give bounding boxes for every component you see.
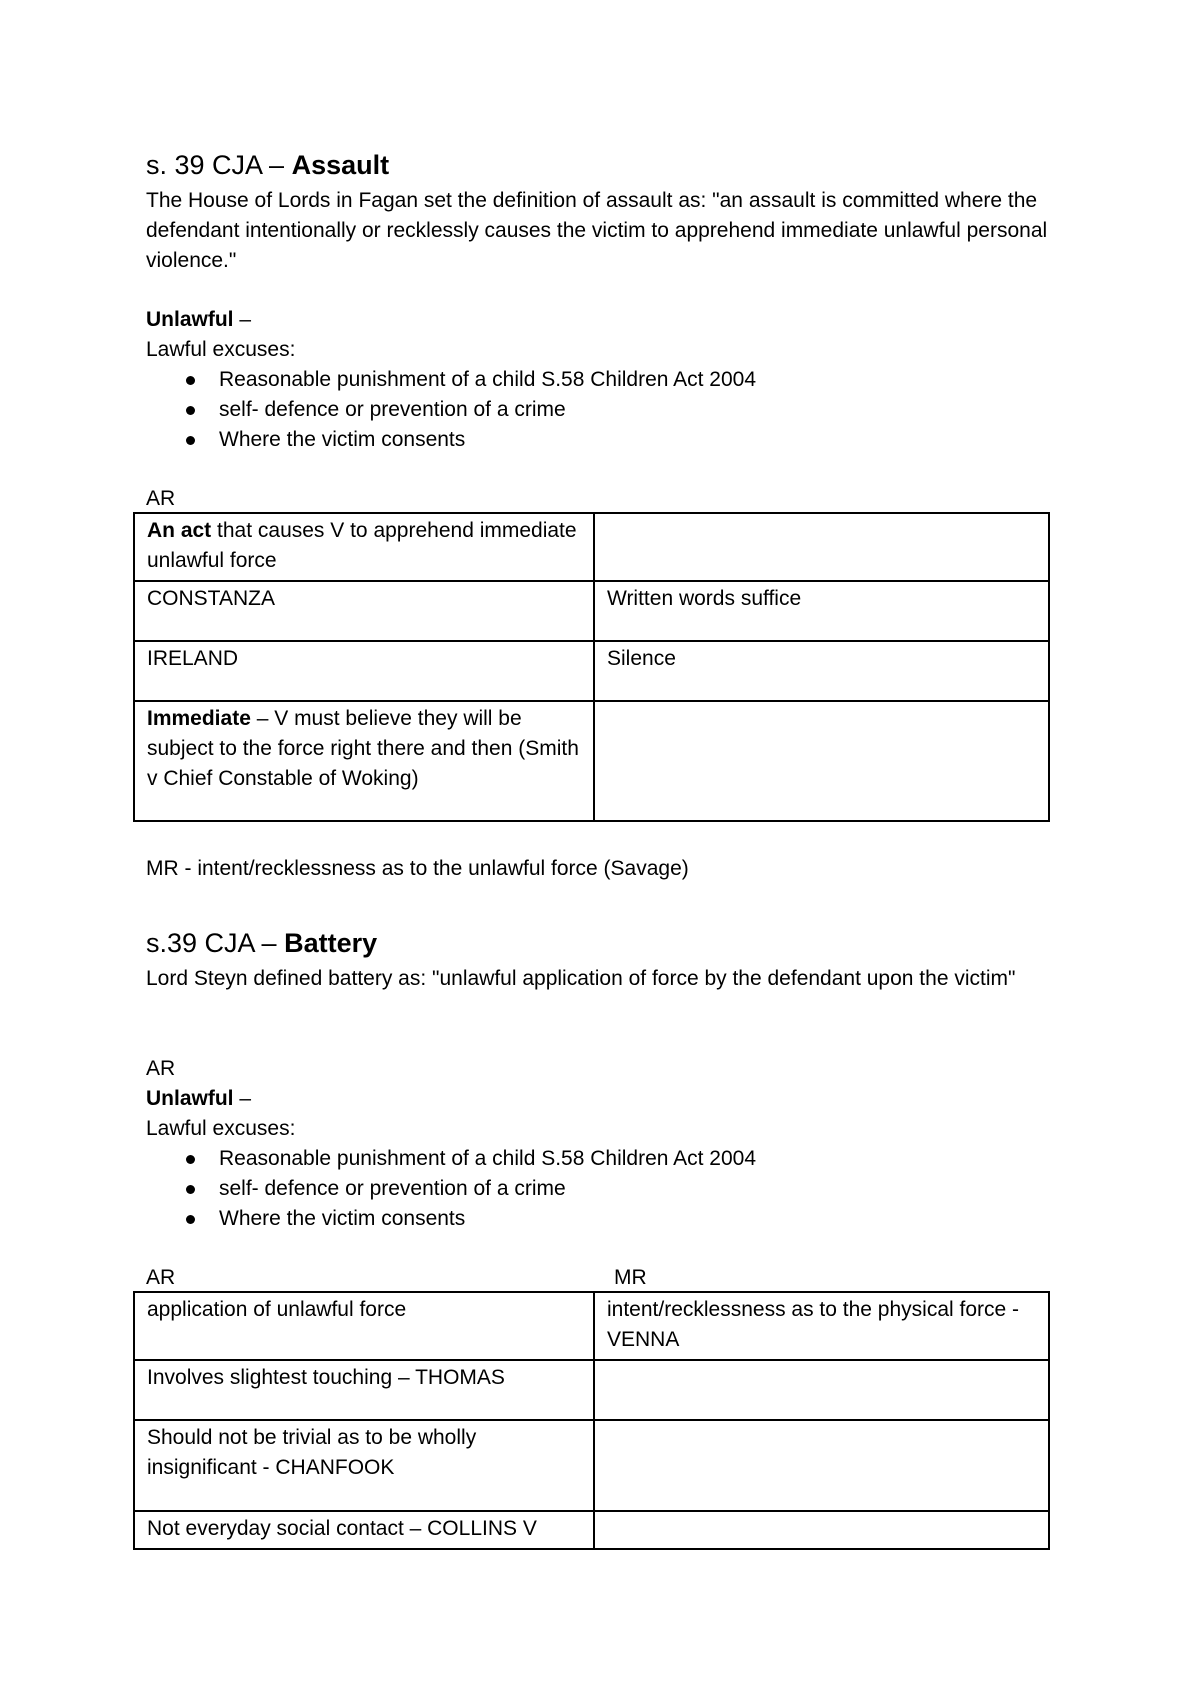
table-cell <box>594 513 1049 581</box>
table-cell <box>594 701 1049 821</box>
list-item-text: Reasonable punishment of a child S.58 Children Act 2004 <box>219 368 757 391</box>
table-cell: IRELAND <box>134 641 594 701</box>
assault-unlawful-label: Unlawful <box>146 308 234 331</box>
assault-lawful-excuses: Lawful excuses: <box>146 338 296 361</box>
bullet-icon <box>186 1155 195 1164</box>
battery-lawful-excuses: Lawful excuses: <box>146 1117 296 1140</box>
table-row <box>134 701 1049 821</box>
table-row <box>134 581 1049 641</box>
table-cell <box>134 701 594 821</box>
table-row <box>134 641 1049 701</box>
assault-heading <box>146 148 1076 182</box>
list-item <box>146 395 1076 425</box>
assault-excuses-list <box>146 365 1076 455</box>
list-item <box>146 1174 1076 1204</box>
list-item-text: self- defence or prevention of a crime <box>219 1177 566 1200</box>
cell-bold: Immediate <box>147 707 251 730</box>
list-item-text: self- defence or prevention of a crime <box>219 398 566 421</box>
bullet-icon <box>186 436 195 445</box>
battery-heading <box>146 926 1076 960</box>
table-cell: Involves slightest touching – THOMAS <box>134 1360 594 1420</box>
assault-unlawful-dash: – <box>233 308 252 331</box>
battery-unlawful-line <box>146 1084 1076 1114</box>
assault-ar-label: AR <box>146 487 176 510</box>
list-item <box>146 425 1076 455</box>
table-row <box>134 1511 1049 1549</box>
list-item <box>146 1144 1076 1174</box>
bullet-icon <box>186 406 195 415</box>
table-cell: Written words suffice <box>594 581 1049 641</box>
battery-unlawful-dash: – <box>233 1087 252 1110</box>
table-cell <box>594 1511 1049 1549</box>
battery-heading-bold: Battery <box>284 928 378 958</box>
table-row <box>134 513 1049 581</box>
assault-unlawful-line <box>146 305 1076 335</box>
cell-bold: An act <box>147 519 212 542</box>
list-item <box>146 1204 1076 1234</box>
table-row <box>134 1292 1049 1360</box>
table-row <box>134 1360 1049 1420</box>
battery-excuses-list <box>146 1144 1076 1234</box>
battery-table-mr-label: MR <box>614 1266 647 1289</box>
battery-unlawful-label: Unlawful <box>146 1087 234 1110</box>
battery-ar-label: AR <box>146 1057 176 1080</box>
list-item-text: Where the victim consents <box>219 1207 466 1230</box>
assault-heading-bold: Assault <box>291 150 390 180</box>
table-cell: CONSTANZA <box>134 581 594 641</box>
table-cell <box>594 1360 1049 1420</box>
assault-heading-prefix: s. 39 CJA – <box>146 150 292 180</box>
battery-heading-prefix: s.39 CJA – <box>146 928 285 958</box>
table-cell: Silence <box>594 641 1049 701</box>
list-item-text: Where the victim consents <box>219 428 466 451</box>
assault-definition: The House of Lords in Fagan set the definition of assault as: "an assault is committed where the defendant intentionally or recklessly causes the victim to apprehend immediate unlawful personal violence." <box>146 189 1048 272</box>
table-cell <box>134 513 594 581</box>
table-cell: intent/recklessness as to the physical force - VENNA <box>594 1292 1049 1360</box>
bullet-icon <box>186 1185 195 1194</box>
cell-text: that causes V to apprehend immediate unlawful force <box>147 519 577 572</box>
list-item <box>146 365 1076 395</box>
table-row <box>134 1420 1049 1511</box>
table-cell: Should not be trivial as to be wholly insignificant - CHANFOOK <box>134 1420 594 1511</box>
battery-table-ar-label: AR <box>146 1266 176 1289</box>
cell-text: – V must believe they will be subject to the force right there and then (Smith v Chief Constable of Woking) <box>147 707 579 790</box>
battery-definition: Lord Steyn defined battery as: "unlawful application of force by the defendant upon the victim" <box>146 967 1016 990</box>
list-item-text: Reasonable punishment of a child S.58 Children Act 2004 <box>219 1147 757 1170</box>
bullet-icon <box>186 376 195 385</box>
battery-table <box>133 1291 1050 1550</box>
bullet-icon <box>186 1215 195 1224</box>
assault-ar-table <box>133 512 1050 822</box>
table-cell: application of unlawful force <box>134 1292 594 1360</box>
assault-mr-text: MR - intent/recklessness as to the unlawful force (Savage) <box>146 857 689 880</box>
table-cell <box>594 1420 1049 1511</box>
table-cell: Not everyday social contact – COLLINS V <box>134 1511 594 1549</box>
